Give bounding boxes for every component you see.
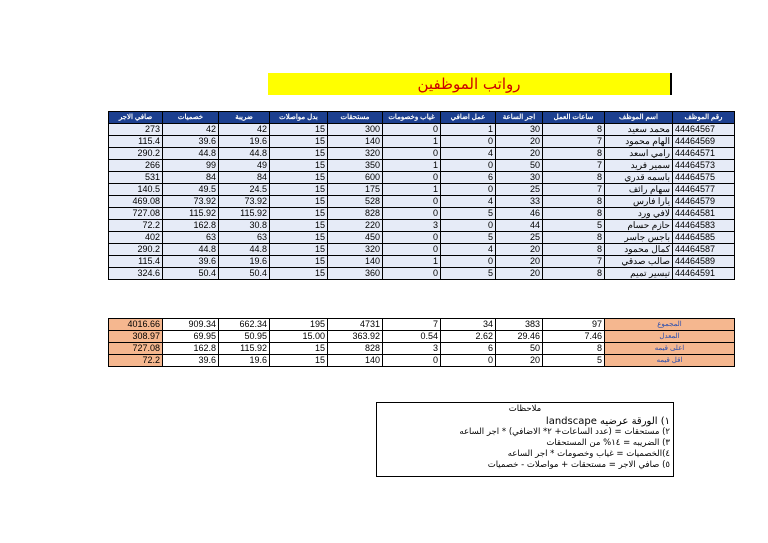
table-cell: 50.4 — [163, 268, 219, 280]
summary-table — [108, 318, 735, 367]
table-cell: 140 — [328, 136, 383, 148]
table-cell: 0 — [441, 184, 496, 196]
table-cell: 42 — [219, 124, 270, 136]
summary-cell: 140 — [328, 355, 383, 367]
table-cell: 44.8 — [163, 244, 219, 256]
table-cell: 600 — [328, 172, 383, 184]
note-line: ٢) مستحقات = (عدد الساعات+ ٢* الاضافي) * اجر الساعه — [459, 427, 670, 437]
column-header: عمل اضافي — [441, 112, 496, 124]
table-cell: 15 — [270, 124, 328, 136]
table-cell: 5 — [441, 232, 496, 244]
table-row — [109, 160, 735, 172]
summary-cell: 2.62 — [441, 331, 496, 343]
page-title: رواتب الموظفين — [417, 75, 521, 93]
table-cell: 19.6 — [219, 136, 270, 148]
table-cell: 15 — [270, 232, 328, 244]
table-cell: 15 — [270, 208, 328, 220]
table-cell: 8 — [543, 172, 605, 184]
employee-name-cell: لافي ورد — [605, 208, 673, 220]
employee-id-cell: 44464579 — [673, 196, 735, 208]
table-cell: 300 — [328, 124, 383, 136]
salary-table — [108, 111, 735, 280]
summary-cell: 7.46 — [543, 331, 605, 343]
table-cell: 63 — [163, 232, 219, 244]
table-cell: 360 — [328, 268, 383, 280]
employee-id-cell: 44464591 — [673, 268, 735, 280]
table-row — [109, 220, 735, 232]
table-row — [109, 256, 735, 268]
table-row — [109, 208, 735, 220]
summary-cell: 0 — [383, 355, 441, 367]
table-cell: 5 — [441, 208, 496, 220]
summary-cell: 15.00 — [270, 331, 328, 343]
summary-cell: 0.54 — [383, 331, 441, 343]
summary-label: المجموع — [605, 319, 735, 331]
table-cell: 0 — [441, 220, 496, 232]
table-cell: 15 — [270, 148, 328, 160]
summary-cell: 3 — [383, 343, 441, 355]
summary-cell: 4016.66 — [109, 319, 163, 331]
table-cell: 273 — [109, 124, 163, 136]
table-cell: 44.8 — [219, 148, 270, 160]
table-cell: 0 — [383, 148, 441, 160]
table-cell: 15 — [270, 268, 328, 280]
employee-name-cell: سمير فريد — [605, 160, 673, 172]
table-cell: 8 — [543, 232, 605, 244]
table-row — [109, 268, 735, 280]
employee-name-cell: سهام رائف — [605, 184, 673, 196]
employee-name-cell: تيسير تميم — [605, 268, 673, 280]
table-cell: 7 — [543, 256, 605, 268]
notes-box — [376, 402, 674, 477]
employee-id-cell: 44464589 — [673, 256, 735, 268]
table-cell: 30 — [496, 124, 543, 136]
note-line: ١) الورقة عرضيه landscape — [545, 416, 670, 427]
summary-cell: 50.95 — [219, 331, 270, 343]
summary-cell: 363.92 — [328, 331, 383, 343]
table-cell: 39.6 — [163, 256, 219, 268]
employee-id-cell: 44464585 — [673, 232, 735, 244]
table-cell: 73.92 — [163, 196, 219, 208]
table-cell: 30 — [496, 172, 543, 184]
summary-cell: 50 — [496, 343, 543, 355]
summary-cell: 662.34 — [219, 319, 270, 331]
table-cell: 15 — [270, 184, 328, 196]
table-row — [109, 172, 735, 184]
summary-cell: 383 — [496, 319, 543, 331]
employee-name-cell: الهام محمود — [605, 136, 673, 148]
employee-name-cell: باجس جاسر — [605, 232, 673, 244]
table-row — [109, 148, 735, 160]
table-cell: 531 — [109, 172, 163, 184]
table-cell: 15 — [270, 172, 328, 184]
summary-cell: 0 — [441, 355, 496, 367]
summary-cell: 69.95 — [163, 331, 219, 343]
summary-cell: 72.2 — [109, 355, 163, 367]
employee-id-cell: 44464583 — [673, 220, 735, 232]
employee-name-cell: يارا فارس — [605, 196, 673, 208]
table-row — [109, 124, 735, 136]
column-header: رقم الموظف — [673, 112, 735, 124]
summary-cell: 195 — [270, 319, 328, 331]
table-cell: 46 — [496, 208, 543, 220]
table-cell: 8 — [543, 196, 605, 208]
table-cell: 15 — [270, 244, 328, 256]
employee-id-cell: 44464587 — [673, 244, 735, 256]
employee-name-cell: محمد سعيد — [605, 124, 673, 136]
summary-row — [109, 319, 735, 331]
table-cell: 162.8 — [163, 220, 219, 232]
column-header: صافي الاجر — [109, 112, 163, 124]
table-cell: 20 — [496, 244, 543, 256]
column-header: خصميات — [163, 112, 219, 124]
table-row — [109, 136, 735, 148]
table-cell: 175 — [328, 184, 383, 196]
table-row — [109, 184, 735, 196]
column-header: بدل مواصلات — [270, 112, 328, 124]
table-cell: 25 — [496, 184, 543, 196]
note-line: ٤)الخصميات = غياب وخصومات * اجر الساعه — [507, 449, 670, 459]
table-header-row — [109, 112, 735, 124]
table-cell: 15 — [270, 256, 328, 268]
table-cell: 42 — [163, 124, 219, 136]
table-cell: 84 — [163, 172, 219, 184]
column-header: اجر الساعة — [496, 112, 543, 124]
table-cell: 140.5 — [109, 184, 163, 196]
table-cell: 4 — [441, 244, 496, 256]
table-cell: 4 — [441, 196, 496, 208]
table-cell: 290.2 — [109, 244, 163, 256]
summary-cell: 15 — [270, 343, 328, 355]
column-header: غياب وخصومات — [383, 112, 441, 124]
table-cell: 1 — [383, 256, 441, 268]
summary-cell: 115.92 — [219, 343, 270, 355]
table-cell: 25 — [496, 232, 543, 244]
summary-cell: 7 — [383, 319, 441, 331]
table-cell: 220 — [328, 220, 383, 232]
table-cell: 15 — [270, 220, 328, 232]
table-row — [109, 244, 735, 256]
employee-id-cell: 44464581 — [673, 208, 735, 220]
column-header: مستحقات — [328, 112, 383, 124]
table-cell: 0 — [383, 124, 441, 136]
table-cell: 290.2 — [109, 148, 163, 160]
table-cell: 5 — [441, 268, 496, 280]
table-cell: 0 — [383, 208, 441, 220]
table-cell: 7 — [543, 160, 605, 172]
summary-label: المعدل — [605, 331, 735, 343]
table-cell: 0 — [441, 136, 496, 148]
table-cell: 50 — [496, 160, 543, 172]
table-cell: 49.5 — [163, 184, 219, 196]
summary-cell: 8 — [543, 343, 605, 355]
column-header: ساعات العمل — [543, 112, 605, 124]
table-cell: 84 — [219, 172, 270, 184]
table-cell: 15 — [270, 160, 328, 172]
note-line: ٥) صافي الاجر = مستحقات + مواصلات - خصميات — [487, 460, 670, 470]
table-cell: 1 — [441, 124, 496, 136]
employee-name-cell: باسمه قدري — [605, 172, 673, 184]
table-cell: 73.92 — [219, 196, 270, 208]
employee-id-cell: 44464569 — [673, 136, 735, 148]
summary-row — [109, 343, 735, 355]
summary-row — [109, 331, 735, 343]
table-cell: 1 — [383, 160, 441, 172]
table-cell: 727.08 — [109, 208, 163, 220]
table-cell: 320 — [328, 148, 383, 160]
table-cell: 0 — [441, 160, 496, 172]
summary-row — [109, 355, 735, 367]
employee-name-cell: رامي اسعد — [605, 148, 673, 160]
table-cell: 320 — [328, 244, 383, 256]
table-cell: 115.92 — [163, 208, 219, 220]
table-cell: 1 — [383, 136, 441, 148]
table-cell: 8 — [543, 208, 605, 220]
employee-id-cell: 44464567 — [673, 124, 735, 136]
column-header: اسم الموظف — [605, 112, 673, 124]
summary-cell: 29.46 — [496, 331, 543, 343]
summary-cell: 97 — [543, 319, 605, 331]
summary-cell: 909.34 — [163, 319, 219, 331]
table-cell: 63 — [219, 232, 270, 244]
summary-cell: 19.6 — [219, 355, 270, 367]
table-cell: 0 — [441, 256, 496, 268]
table-cell: 115.92 — [219, 208, 270, 220]
table-cell: 49 — [219, 160, 270, 172]
table-cell: 0 — [383, 196, 441, 208]
summary-cell: 20 — [496, 355, 543, 367]
summary-cell: 39.6 — [163, 355, 219, 367]
employee-id-cell: 44464573 — [673, 160, 735, 172]
table-cell: 39.6 — [163, 136, 219, 148]
summary-cell: 727.08 — [109, 343, 163, 355]
table-cell: 1 — [383, 184, 441, 196]
summary-cell: 5 — [543, 355, 605, 367]
table-cell: 6 — [441, 172, 496, 184]
table-cell: 115.4 — [109, 256, 163, 268]
table-cell: 469.08 — [109, 196, 163, 208]
table-cell: 402 — [109, 232, 163, 244]
table-cell: 20 — [496, 136, 543, 148]
employee-id-cell: 44464577 — [673, 184, 735, 196]
table-cell: 4 — [441, 148, 496, 160]
page-title-box — [268, 73, 672, 95]
table-cell: 5 — [543, 220, 605, 232]
table-cell: 72.2 — [109, 220, 163, 232]
table-cell: 20 — [496, 256, 543, 268]
table-cell: 20 — [496, 268, 543, 280]
table-row — [109, 232, 735, 244]
table-cell: 115.4 — [109, 136, 163, 148]
table-cell: 8 — [543, 268, 605, 280]
table-cell: 33 — [496, 196, 543, 208]
table-cell: 24.5 — [219, 184, 270, 196]
table-cell: 140 — [328, 256, 383, 268]
table-cell: 7 — [543, 136, 605, 148]
table-cell: 50.4 — [219, 268, 270, 280]
table-row — [109, 196, 735, 208]
table-cell: 450 — [328, 232, 383, 244]
table-cell: 0 — [383, 268, 441, 280]
table-cell: 30.8 — [219, 220, 270, 232]
table-cell: 0 — [383, 232, 441, 244]
summary-cell: 34 — [441, 319, 496, 331]
table-cell: 44.8 — [219, 244, 270, 256]
table-cell: 15 — [270, 196, 328, 208]
note-line: ٣) الضريبه = ١٤% من المستحقات — [546, 438, 670, 448]
table-cell: 350 — [328, 160, 383, 172]
table-cell: 3 — [383, 220, 441, 232]
column-header: ضريبة — [219, 112, 270, 124]
table-cell: 7 — [543, 184, 605, 196]
summary-cell: 4731 — [328, 319, 383, 331]
summary-cell: 828 — [328, 343, 383, 355]
table-cell: 15 — [270, 136, 328, 148]
summary-cell: 6 — [441, 343, 496, 355]
table-cell: 266 — [109, 160, 163, 172]
table-cell: 0 — [383, 172, 441, 184]
table-cell: 20 — [496, 148, 543, 160]
employee-id-cell: 44464571 — [673, 148, 735, 160]
table-cell: 8 — [543, 148, 605, 160]
summary-label: اقل قيمه — [605, 355, 735, 367]
summary-cell: 15 — [270, 355, 328, 367]
table-cell: 44 — [496, 220, 543, 232]
table-cell: 324.6 — [109, 268, 163, 280]
table-cell: 19.6 — [219, 256, 270, 268]
table-cell: 8 — [543, 124, 605, 136]
employee-name-cell: حازم حسام — [605, 220, 673, 232]
summary-cell: 308.97 — [109, 331, 163, 343]
employee-id-cell: 44464575 — [673, 172, 735, 184]
table-cell: 828 — [328, 208, 383, 220]
summary-label: اعلى قيمه — [605, 343, 735, 355]
table-cell: 44.8 — [163, 148, 219, 160]
table-cell: 528 — [328, 196, 383, 208]
notes-heading: ملاحظات — [508, 404, 542, 414]
summary-cell: 162.8 — [163, 343, 219, 355]
table-cell: 0 — [383, 244, 441, 256]
table-cell: 8 — [543, 244, 605, 256]
employee-name-cell: كمال محمود — [605, 244, 673, 256]
table-cell: 99 — [163, 160, 219, 172]
employee-name-cell: صالب صدقي — [605, 256, 673, 268]
